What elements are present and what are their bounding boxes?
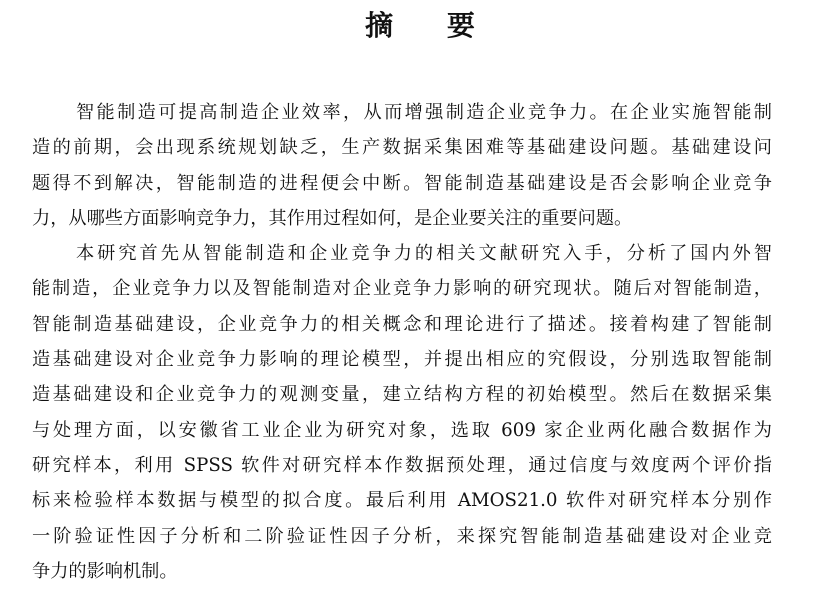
paragraph-2-line-1: 本研究首先从智能制造和企业竞争力的相关文献研究入手，分析了国内外智 (76, 243, 772, 265)
paragraph-1-line-3: 题得不到解决，智能制造的进程便会中断。智能制造基础建设是否会影响企业竞争 (32, 172, 772, 194)
paragraph-2-line-10: 争力的影响机制。 (32, 560, 178, 582)
paragraph-1-line-1: 智能制造可提高制造企业效率，从而增强制造企业竞争力。在企业实施智能制 (76, 102, 772, 123)
abstract-body (32, 95, 772, 589)
paragraph-1-line-4: 力，从哪些方面影响竞争力，其作用过程如何，是企业要关注的重要问题。 (32, 207, 633, 229)
paragraph-2-line-7: 研究样本，利用 SPSS 软件对研究样本作数据预处理，通过信度与效度两个评价指 (32, 454, 772, 476)
paragraph-2-line-6: 与处理方面，以安徽省工业企业为研究对象，选取 609 家企业两化融合数据作为 (32, 419, 772, 441)
paragraph-1-line-2: 造的前期，会出现系统规划缺乏，生产数据采集困难等基础建设问题。基础建设问 (32, 137, 772, 159)
paragraph-2-line-4: 造基础建设对企业竞争力影响的理论模型，并提出相应的究假设，分别选取智能制 (32, 349, 772, 371)
paragraph-2-line-8: 标来检验样本数据与模型的拟合度。最后利用 AMOS21.0 软件对研究样本分别作 (32, 490, 772, 512)
paragraph-2-line-5: 造基础建设和企业竞争力的观测变量，建立结构方程的初始模型。然后在数据采集 (32, 384, 772, 406)
abstract-title: 摘 要 (365, 9, 497, 42)
paragraph-2-line-2: 能制造，企业竞争力以及智能制造对企业竞争力影响的研究现状。随后对智能制造， (32, 278, 772, 300)
paragraph-2-line-3: 智能制造基础建设，企业竞争力的相关概念和理论进行了描述。接着构建了智能制 (32, 313, 772, 335)
paragraph-2-line-9: 一阶验证性因子分析和二阶验证性因子分析，来探究智能制造基础建设对企业竞 (32, 525, 772, 547)
